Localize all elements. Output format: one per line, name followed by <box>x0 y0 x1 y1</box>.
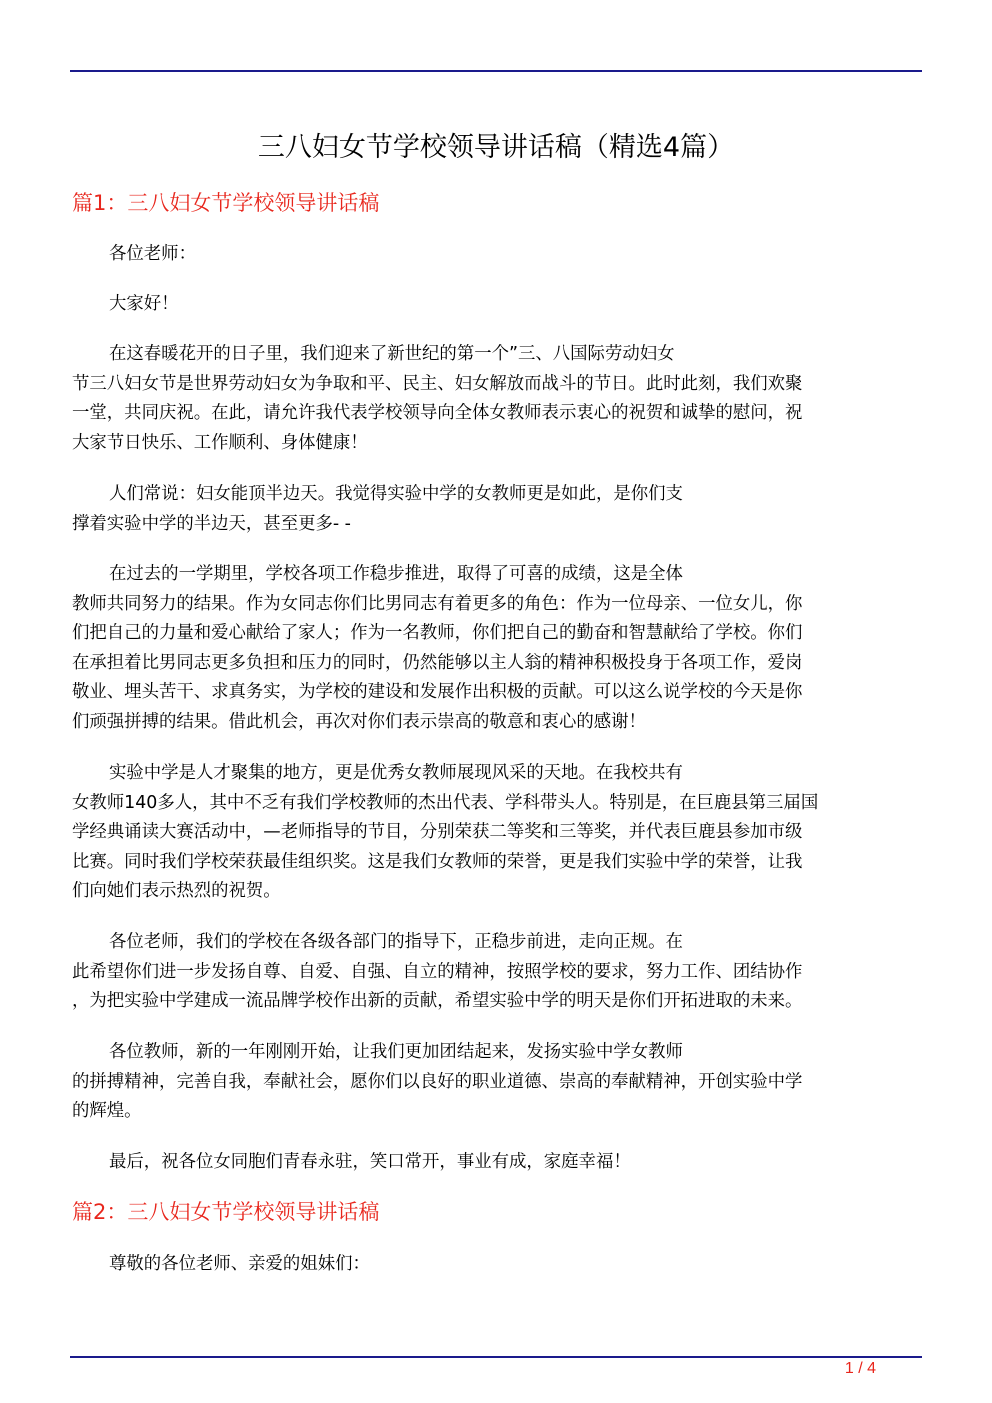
paragraph-line: 女教师140多人，其中不乏有我们学校教师的杰出代表、学科带头人。特别是，在巨鹿县第三届国 <box>72 792 819 813</box>
paragraph-5 <box>72 928 918 1017</box>
paragraph-line: 撑着实验中学的半边天，甚至更多- - <box>72 513 351 534</box>
paragraph-line: 各位老师，我们的学校在各级各部门的指导下，正稳步前进，走向正规。在 <box>109 932 683 952</box>
section-2-heading: 篇2：三八妇女节学校领导讲话稿 <box>72 1200 380 1224</box>
paragraph-line: 一堂，共同庆祝。在此，请允许我代表学校领导向全体女教师表示衷心的祝贺和诚挚的慰问，祝 <box>72 403 803 423</box>
paragraph-line: 们向她们表示热烈的祝贺。 <box>72 881 281 901</box>
paragraph-line: 们把自己的力量和爱心献给了家人；作为一名教师，你们把自己的勤奋和智慧献给了学校。你们 <box>72 623 803 643</box>
section-2-salutation <box>72 1250 918 1280</box>
paragraph-line: 在承担着比男同志更多负担和压力的同时，仍然能够以主人翁的精神积极投身于各项工作，爱岗 <box>72 652 803 673</box>
paragraph-line: 学经典诵读大赛活动中，—老师指导的节目，分别荣获二等奖和三等奖，并代表巨鹿县参加市级 <box>72 822 803 842</box>
paragraph-line: 各位老师： <box>109 244 196 264</box>
paragraph-line: 教师共同努力的结果。作为女同志你们比男同志有着更多的角色：作为一位母亲、一位女儿，你 <box>72 593 803 614</box>
document-title: 三八妇女节学校领导讲话稿（精选4篇） <box>257 132 735 163</box>
paragraph-1 <box>72 340 918 458</box>
paragraph-3 <box>72 560 918 737</box>
paragraph-line: 各位教师，新的一年刚刚开始，让我们更加团结起来，发扬实验中学女教师 <box>109 1042 683 1062</box>
paragraph-line: 节三八妇女节是世界劳动妇女为争取和平、民主、妇女解放而战斗的节日。此时此刻，我们欢聚 <box>72 373 803 394</box>
paragraph-2 <box>72 480 918 539</box>
paragraph-line: 的辉煌。 <box>72 1101 142 1121</box>
paragraph-line: ，为把实验中学建成一流品牌学校作出新的贡献，希望实验中学的明天是你们开拓进取的未来。 <box>72 991 803 1011</box>
paragraph-line: 此希望你们进一步发扬自尊、自爱、自强、自立的精神，按照学校的要求，努力工作、团结协作 <box>72 961 803 982</box>
paragraph-line: 在这春暖花开的日子里，我们迎来了新世纪的第一个”三、八国际劳动妇女 <box>109 344 675 364</box>
salutation <box>72 240 918 270</box>
paragraph-line: 最后，祝各位女同胞们青春永驻，笑口常开，事业有成，家庭幸福！ <box>109 1152 631 1172</box>
page-number: 1 / 4 <box>844 1360 876 1377</box>
paragraph-line: 尊敬的各位老师、亲爱的姐妹们： <box>109 1254 370 1274</box>
paragraph-line: 大家节日快乐、工作顺利、身体健康！ <box>72 432 368 453</box>
paragraph-line: 的拼搏精神，完善自我，奉献社会，愿你们以良好的职业道德、崇高的奉献精神，开创实验中学 <box>72 1071 803 1092</box>
paragraph-line: 敬业、埋头苦干、求真务实，为学校的建设和发展作出积极的贡献。可以这么说学校的今天是你 <box>72 682 803 702</box>
paragraph-line: 人们常说：妇女能顶半边天。我觉得实验中学的女教师更是如此，是你们支 <box>109 484 683 504</box>
paragraph-line: 在过去的一学期里，学校各项工作稳步推进，取得了可喜的成绩，这是全体 <box>109 564 683 584</box>
paragraph-line: 大家好！ <box>109 294 179 314</box>
footer-rule <box>70 1356 922 1358</box>
paragraph-6 <box>72 1038 918 1127</box>
section-1-heading: 篇1：三八妇女节学校领导讲话稿 <box>72 191 380 215</box>
paragraph-line: 比赛。同时我们学校荣获最佳组织奖。这是我们女教师的荣誉，更是我们实验中学的荣誉，让我 <box>72 851 803 872</box>
closing-paragraph <box>72 1148 918 1178</box>
paragraph-4 <box>72 759 918 907</box>
paragraph-line: 们顽强拼搏的结果。借此机会，再次对你们表示崇高的敬意和衷心的感谢！ <box>72 711 646 732</box>
greeting <box>72 290 918 320</box>
header-rule <box>70 70 922 72</box>
paragraph-line: 实验中学是人才聚集的地方，更是优秀女教师展现风采的天地。在我校共有 <box>109 763 683 783</box>
